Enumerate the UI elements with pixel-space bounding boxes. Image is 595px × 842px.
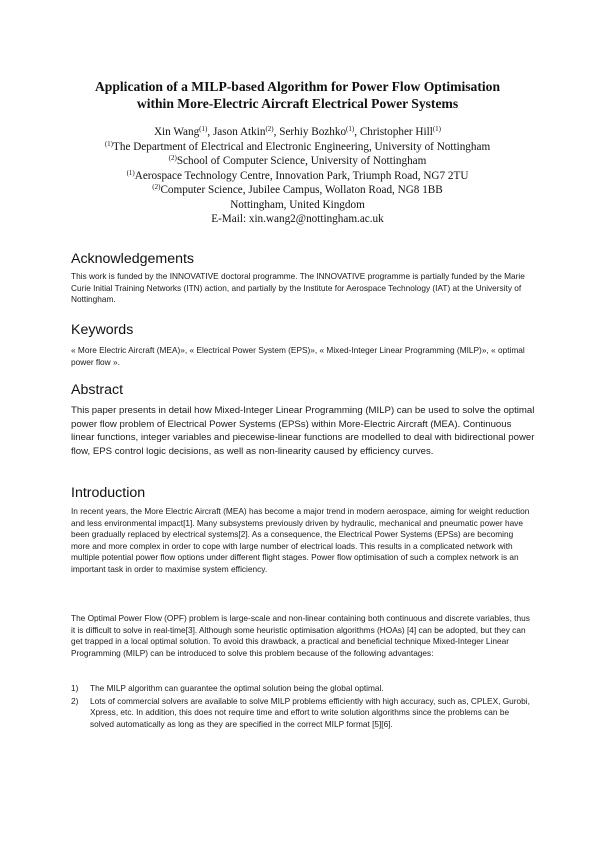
list-item — [71, 696, 533, 731]
list-item — [71, 683, 533, 695]
acknowledgements-text: This work is funded by the INNOVATIVE doctoral programme. The INNOVATIVE programme is partially funded by the Marie Curie Initial Training Networks (ITN) action, and partially by the Institute for Aerospace Technology (IAT) at the University of Nottingham. — [71, 271, 525, 305]
affiliation-mark: (2) — [168, 154, 177, 162]
list-item-number: 1) — [71, 683, 79, 693]
abstract-text: This paper presents in detail how Mixed-Integer Linear Programming (MILP) can be used to solve the optimal power flow problem of Electrical Power Systems (EPSs) within More-Electric Aircraft (MEA). Continuous linear functions, integer variables and piecewise-linear functions are modelled to deal with bidirectional power flow, EPS control logic decisions, as well as non-linearity caused by efficiency curves. — [71, 405, 535, 457]
author-name: Jason Atkin — [212, 126, 266, 138]
affiliation — [40, 183, 555, 198]
list-item-text: Lots of commercial solvers are available to solve MILP problems efficiently with high accuracy, such as, CPLEX, Gurobi, Xpress, etc. In addition, this does not require time and effort to write solution algorithms since the problems can be solved automatically as long as they are specified in the correct MILP format [5][6]. — [90, 695, 530, 729]
introduction-heading: Introduction — [71, 485, 146, 501]
author-block — [40, 125, 555, 227]
author-list — [40, 125, 555, 140]
title-line-2: within More-Electric Aircraft Electrical Power Systems — [136, 96, 459, 111]
affiliation — [40, 140, 555, 155]
email: E-Mail: xin.wang2@nottingham.ac.uk — [211, 213, 384, 225]
author-separator: , — [273, 126, 280, 138]
keywords-heading: Keywords — [71, 322, 134, 338]
paper-title — [40, 78, 555, 112]
location: Nottingham, United Kingdom — [230, 198, 365, 211]
affiliation-mark: (2) — [152, 183, 161, 191]
affiliation — [40, 169, 555, 184]
introduction-paragraph-1: In recent years, the More Electric Aircraft (MEA) has become a major trend in modern aerospace, aiming for weight reduction and less environmental impact[1]. Many subsystems previously driven by hydraulic, mechanical and pneumatic power have been gradually replaced by electrical systems[2]. As a consequence, the Electrical Power Systems (EPSs) are becoming more and more complex in order to cope with large number of electrical loads. This results in a complicated network with multiple potential power flow options under different flight stages. Power flow optimisation of such a complex network is an important task in order to maximise system efficiency. — [71, 506, 530, 574]
author-name: Xin Wang — [153, 126, 200, 138]
acknowledgements-heading: Acknowledgements — [71, 251, 195, 267]
author-affiliation-mark: (1) — [346, 125, 355, 133]
affiliation-mark: (1) — [126, 168, 135, 177]
author-name: Christopher Hill — [359, 126, 433, 138]
abstract-heading: Abstract — [71, 382, 124, 398]
author-separator: , — [207, 126, 213, 138]
affiliation-text: The Department of Electrical and Electronic Engineering, University of Nottingham — [113, 140, 491, 153]
author-affiliation-mark: (2) — [265, 125, 274, 133]
author-name: Serhiy Bozhko — [279, 126, 347, 138]
keywords-text: « More Electric Aircraft (MEA)», « Electrical Power System (EPS)», « Mixed-Integer Linear Programming (MILP)», « optimal power flow ». — [71, 345, 525, 367]
list-item-text: The MILP algorithm can guarantee the optimal solution being the global optimal. — [90, 683, 384, 693]
introduction-paragraph-2: The Optimal Power Flow (OPF) problem is large-scale and non-linear containing both continuous and discrete variables, thus it is difficult to solve in real-time[3]. Although some heuristic optimisation algorithms (HOAs) [4] can be adopted, but they can get trapped in a local optimal solution. To avoid this drawback, a practical and beneficial technique Mixed-Integer Linear Programming (MILP) can be introduced to solve this problem because of the following advantages: — [71, 613, 530, 658]
author-separator: , — [354, 126, 360, 138]
advantages-list — [71, 683, 533, 731]
title-line-1: Application of a MILP-based Algorithm for Power Flow Optimisation — [94, 79, 501, 94]
author-affiliation-mark: (1) — [199, 125, 208, 133]
affiliation-mark: (1) — [104, 139, 114, 148]
list-item-number: 2) — [71, 695, 79, 706]
affiliation-text: Computer Science, Jubilee Campus, Wollaton Road, NG8 1BB — [160, 184, 443, 196]
author-affiliation-mark: (1) — [432, 125, 442, 133]
affiliation — [40, 154, 555, 169]
affiliation-text: Aerospace Technology Centre, Innovation Park, Triumph Road, NG7 2TU — [134, 169, 469, 182]
affiliation-text: School of Computer Science, University of Nottingham — [176, 155, 427, 167]
